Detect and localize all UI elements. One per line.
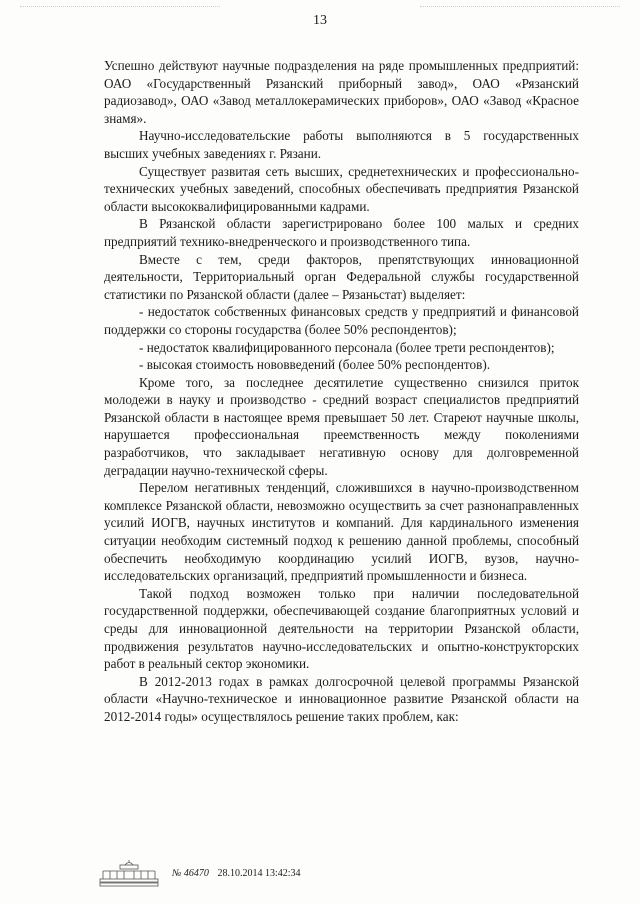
paragraph: - недостаток квалифицированного персонала (более трети респондентов); <box>139 339 555 355</box>
paragraph: - высокая стоимость нововведений (более 50% респондентов). <box>139 357 491 373</box>
paragraph: Кроме того, за последнее десятилетие существенно снизился приток молодежи в науку и производство - средний возраст специалистов предприятий Рязанской области в настоящее время превышает 50 лет. Стареют научные школы, нарушается профессиональная преемственность между поколениями разработчиков, что закладывает негативную основу для долговременной деградации научно-технической сферы. <box>104 374 579 478</box>
scan-edge-mark-left <box>20 6 220 7</box>
document-body <box>104 57 579 726</box>
paragraph: Научно-исследовательские работы выполняются в 5 государственных высших учебных заведениях г. Рязани. <box>104 128 579 161</box>
page-number: 13 <box>313 13 327 28</box>
paragraph: Такой подход возможен только при наличии последовательной государственной поддержки, обеспечивающей создание благоприятных условий и среды для инновационной деятельности на территории Рязанской области, продвижения результатов научно-исследовательских и опытно-конструкторских работ в реальный сектор экономики. <box>104 585 579 672</box>
paragraph: Существует развитая сеть высших, среднетехнических и профессионально-технических учебных заведений, способных обеспечивать предприятия Рязанской области высококвалифицированными кадрами. <box>104 163 579 214</box>
paragraph: Вместе с тем, среди факторов, препятствующих инновационной деятельности, Территориальный орган Федеральной службы государственной статистики по Рязанской области (далее – Рязаньстат) выделяет: <box>104 251 579 302</box>
paragraph: Перелом негативных тенденций, сложившихся в научно-производственном комплексе Рязанской области, невозможно осуществить за счет разнонаправленных усилий ИОГВ, научных институтов и компаний. Для кардинального изменения ситуации необходим системный подход к решению данной проблемы, способный обеспечить необходимую координацию усилий ИОГВ, вузов, научно-исследовательских организаций, предприятий промышленности и бизнеса. <box>104 480 579 584</box>
registration-number: № 46470 <box>172 867 209 879</box>
paragraph: В 2012-2013 годах в рамках долгосрочной целевой программы Рязанской области «Научно-техническое и инновационное развитие Рязанской области на 2012-2014 годы» осуществлялось решение таких проблем, как: <box>104 673 579 724</box>
document-footer <box>98 859 301 887</box>
scan-edge-mark-right <box>420 6 620 7</box>
paragraph: В Рязанской области зарегистрировано более 100 малых и средних предприятий технико-внедренческого и производственного типа. <box>104 216 579 249</box>
paragraph: - недостаток собственных финансовых средств у предприятий и финансовой поддержки со стороны государства (более 50% респондентов); <box>104 304 579 337</box>
paragraph: Успешно действуют научные подразделения на ряде промышленных предприятий: ОАО «Государственный Рязанский приборный завод», ОАО «Рязанский радиозавод», ОАО «Завод металлокерамических приборов», ОАО «Завод «Красное знамя». <box>104 58 579 126</box>
registration-timestamp: 28.10.2014 13:42:34 <box>217 867 301 879</box>
government-building-stamp-icon <box>98 859 160 887</box>
